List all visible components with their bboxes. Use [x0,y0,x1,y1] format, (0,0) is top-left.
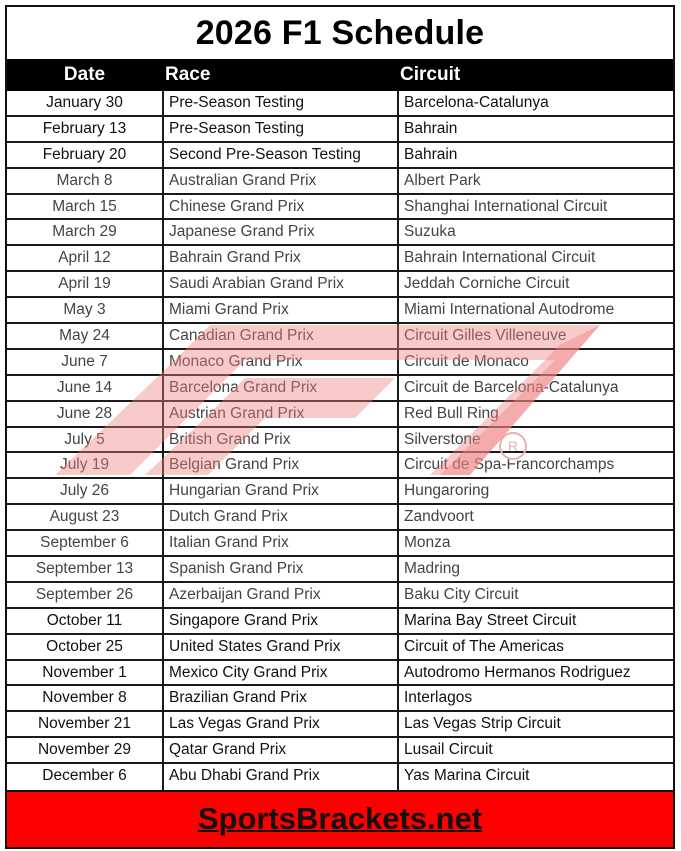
sportsbrackets-link[interactable]: SportsBrackets.net [197,801,483,836]
circuit-cell: Marina Bay Street Circuit [397,609,673,633]
circuit-cell: Circuit de Barcelona-Catalunya [397,376,673,400]
race-cell: Mexico City Grand Prix [162,661,395,685]
race-cell: Abu Dhabi Grand Prix [162,764,395,790]
date-cell: November 29 [37,741,132,759]
schedule-table-body [7,91,673,790]
table-row [7,557,673,583]
race-cell: Pre-Season Testing [162,117,395,141]
date-cell: March 15 [52,197,117,215]
circuit-cell: Bahrain [397,117,673,141]
page-title: 2026 F1 Schedule [195,14,485,52]
date-cell: July 26 [59,482,110,500]
table-header [7,59,673,91]
circuit-cell: Circuit Gilles Villeneuve [397,324,673,348]
race-cell: Monaco Grand Prix [162,350,395,374]
date-cell: January 30 [46,94,123,111]
table-row [7,479,673,505]
circuit-cell: Bahrain International Circuit [397,246,673,270]
race-cell: Chinese Grand Prix [162,195,395,219]
race-cell: Japanese Grand Prix [162,220,395,244]
date-cell: October 25 [46,637,123,655]
circuit-cell: Interlagos [397,686,673,710]
table-row [7,712,673,738]
date-cell: February 13 [42,119,127,137]
race-cell: Canadian Grand Prix [162,324,395,348]
circuit-cell: Miami International Autodrome [397,298,673,322]
date-cell: November 1 [42,663,127,681]
race-cell: Dutch Grand Prix [162,505,395,529]
circuit-cell: Albert Park [397,169,673,193]
date-cell: May 3 [63,301,106,319]
circuit-cell: Zandvoort [397,505,673,529]
circuit-cell: Autodromo Hermanos Rodriguez [397,661,673,685]
table-row [7,298,673,324]
circuit-cell: Red Bull Ring [397,402,673,426]
table-row [7,453,673,479]
race-cell: Austrian Grand Prix [162,402,395,426]
table-row [7,350,673,376]
table-row [7,272,673,298]
circuit-cell: Barcelona-Catalunya [397,91,673,115]
date-cell: September 26 [35,585,134,603]
date-cell: February 20 [42,145,127,163]
date-cell: July 5 [64,430,105,448]
column-header-circuit: Circuit [400,64,461,85]
date-cell: September 6 [40,534,129,552]
table-row [7,583,673,609]
circuit-cell: Jeddah Corniche Circuit [397,272,673,296]
circuit-cell: Suzuka [397,220,673,244]
race-cell: United States Grand Prix [162,635,395,659]
table-row [7,246,673,272]
date-cell: August 23 [49,508,120,526]
table-row [7,764,673,790]
race-cell: Hungarian Grand Prix [162,479,395,503]
date-cell: November 21 [37,715,132,733]
date-cell: March 8 [56,171,113,189]
race-cell: Belgian Grand Prix [162,453,395,477]
circuit-cell: Circuit de Spa-Francorchamps [397,453,673,477]
race-cell: Singapore Grand Prix [162,609,395,633]
date-cell: September 13 [35,560,134,578]
date-cell: April 12 [58,249,111,267]
table-row [7,220,673,246]
table-row [7,169,673,195]
circuit-cell: Circuit de Monaco [397,350,673,374]
race-cell: Barcelona Grand Prix [162,376,395,400]
date-cell: July 19 [59,456,110,474]
circuit-cell: Hungaroring [397,479,673,503]
schedule-sheet [5,5,675,849]
race-cell: Miami Grand Prix [162,298,395,322]
date-cell: April 19 [58,275,111,293]
circuit-cell: Baku City Circuit [397,583,673,607]
table-row [7,117,673,143]
date-cell: March 29 [52,223,117,241]
circuit-cell: Monza [397,531,673,555]
race-cell: Brazilian Grand Prix [162,686,395,710]
circuit-cell: Las Vegas Strip Circuit [397,712,673,736]
race-cell: Las Vegas Grand Prix [162,712,395,736]
date-cell: December 6 [42,767,127,785]
table-row [7,324,673,350]
table-row [7,609,673,635]
race-cell: Australian Grand Prix [162,169,395,193]
footer-banner [7,790,673,847]
date-cell: June 7 [61,352,108,370]
race-cell: Spanish Grand Prix [162,557,395,581]
table-row [7,143,673,169]
table-row [7,505,673,531]
race-cell: Bahrain Grand Prix [162,246,395,270]
race-cell: Italian Grand Prix [162,531,395,555]
circuit-cell: Madring [397,557,673,581]
table-row [7,635,673,661]
table-row [7,686,673,712]
race-cell: Pre-Season Testing [162,91,395,115]
date-cell: May 24 [59,327,110,345]
table-row [7,91,673,117]
race-cell: Qatar Grand Prix [162,738,395,762]
table-row [7,531,673,557]
table-row [7,376,673,402]
race-cell: Azerbaijan Grand Prix [162,583,395,607]
race-cell: Second Pre-Season Testing [162,143,395,167]
race-cell: Saudi Arabian Grand Prix [162,272,395,296]
column-header-race: Race [165,64,211,85]
table-row [7,402,673,428]
registered-mark: R [507,438,519,454]
circuit-cell: Shanghai International Circuit [397,195,673,219]
date-cell: June 28 [56,404,113,422]
race-cell: British Grand Prix [162,428,395,452]
date-cell: October 11 [46,611,123,629]
table-row [7,428,673,454]
circuit-cell: Lusail Circuit [397,738,673,762]
table-row [7,661,673,687]
date-cell: June 14 [56,378,113,396]
column-header-date: Date [63,64,106,85]
circuit-cell: Silverstone [397,428,673,452]
circuit-cell: Circuit of The Americas [397,635,673,659]
circuit-cell: Yas Marina Circuit [397,764,673,790]
circuit-cell: Bahrain [397,143,673,167]
date-cell: November 8 [42,689,127,707]
table-row [7,738,673,764]
table-row [7,195,673,221]
